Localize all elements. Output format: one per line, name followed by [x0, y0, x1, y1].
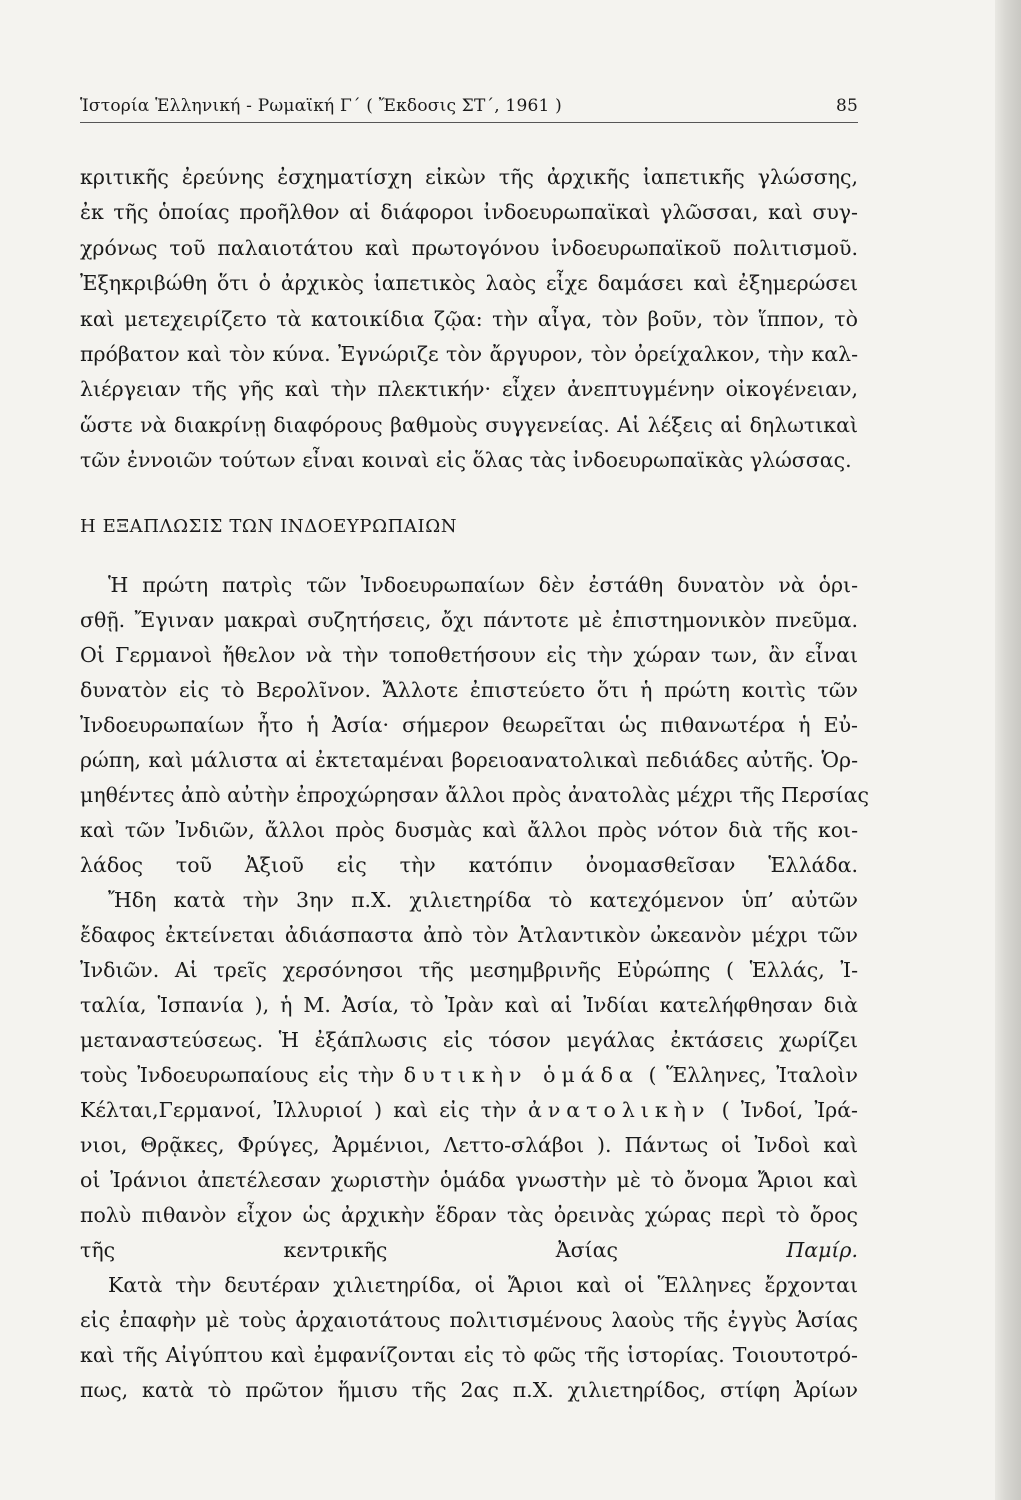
text-segment: τοὺς Ἰνδοευρωπαίους εἰς τὴν: [80, 1063, 395, 1087]
section-heading: Η ΕΞΑΠΛΩΣΙΣ ΤΩΝ ΙΝΔΟΕΥΡΩΠΑΙΩΝ: [80, 516, 458, 537]
text-line: χρόνως τοῦ παλαιοτάτου καὶ πρωτογόνου ἰνδοευρωπαϊκοῦ πολιτισμοῦ.: [80, 235, 858, 260]
text-line: νιοι, Θρᾷκες, Φρύγες, Ἀρμένιοι, Λεττο-σλάβοι ). Πάντως οἱ Ἰνδοὶ καὶ: [80, 1133, 858, 1157]
text-segment: Κέλται,Γερμανοί, Ἰλλυριοί ) καὶ εἰς τὴν: [80, 1098, 517, 1122]
text-segment: ( Ἰνδοί, Ἰρά-: [721, 1098, 858, 1122]
text-line: καὶ τῆς Αἰγύπτου καὶ ἐμφανίζονται εἰς τὸ φῶς τῆς ἱστορίας. Τοιουτοτρό-: [80, 1343, 858, 1367]
text-line: μηθέντες ἀπὸ αὐτὴν ἐπροχώρησαν ἄλλοι πρὸς ἀνατολὰς μέχρι τῆς Περσίας: [80, 783, 869, 807]
text-line: τῶν ἐννοιῶν τούτων εἶναι κοιναὶ εἰς ὅλας τὰς ἰνδοευρωπαϊκὰς γλώσσας.: [80, 448, 852, 473]
page-edge-shadow: [995, 0, 1021, 1500]
text-line: Οἱ Γερμανοὶ ἤθελον νὰ τὴν τοποθετήσουν εἰς τὴν χώραν των, ἂν εἶναι: [80, 643, 858, 667]
section-body: [80, 568, 869, 1408]
text-line: Κατὰ τὴν δευτέραν χιλιετηρίδα, οἱ Ἄριοι καὶ οἱ Ἕλληνες ἔρχονται: [108, 1273, 858, 1297]
text-line-with-spaced-emphasis: [80, 1058, 858, 1093]
text-line: ταλία, Ἱσπανία ), ἡ Μ. Ἀσία, τὸ Ἰρὰν καὶ αἱ Ἰνδίαι κατελήφθησαν διὰ: [80, 993, 858, 1017]
text-line: πολὺ πιθανὸν εἶχον ὡς ἀρχικὴν ἕδραν τὰς ὀρεινὰς χώρας περὶ τὸ ὄρος: [80, 1203, 858, 1227]
text-segment: ( Ἕλληνες, Ἰταλοὶν: [648, 1063, 858, 1087]
text-line: ἔδαφος ἐκτείνεται ἀδιάσπαστα ἀπὸ τὸν Ἀτλαντικὸν ὠκεανὸν μέχρι τῶν: [80, 923, 858, 947]
paragraph-1: [80, 160, 858, 479]
text-line: ὥστε νὰ διακρίνῃ διαφόρους βαθμοὺς συγγενείας. Αἱ λέξεις αἱ δηλωτικαὶ: [80, 412, 858, 437]
page-number: 85: [835, 96, 858, 116]
spaced-emphasis: δυτικὴν ὁμάδα: [403, 1063, 639, 1087]
text-line: λάδος τοῦ Ἀξιοῦ εἰς τὴν κατόπιν ὀνομασθεῖσαν Ἑλλάδα.: [80, 853, 858, 877]
text-line: καὶ μετεχειρίζετο τὰ κατοικίδια ζῷα: τὴν αἶγα, τὸν βοῦν, τὸν ἵππον, τὸ: [80, 306, 858, 331]
text-line-with-spaced-emphasis: [80, 1093, 858, 1128]
text-line-with-italic: [80, 1233, 858, 1268]
text-line: πως, κατὰ τὸ πρῶτον ἥμισυ τῆς 2ας π.Χ. χιλιετηρίδος, στίφη Ἀρίων: [80, 1378, 858, 1402]
text-line: ρώπη, καὶ μάλιστα αἱ ἐκτεταμέναι βορειοανατολικαὶ πεδιάδες αὐτῆς. Ὁρ-: [80, 748, 858, 772]
text-line: πρόβατον καὶ τὸν κύνα. Ἐγνώριζε τὸν ἄργυρον, τὸν ὀρείχαλκον, τὴν καλ-: [80, 342, 858, 367]
running-header: [80, 96, 858, 123]
text-line: δυνατὸν εἰς τὸ Βερολῖνον. Ἄλλοτε ἐπιστεύετο ὅτι ἡ πρώτη κοιτὶς τῶν: [80, 678, 858, 702]
text-line: μεταναστεύσεως. Ἡ ἐξάπλωσις εἰς τόσον μεγάλας ἐκτάσεις χωρίζει: [80, 1028, 858, 1052]
text-line: οἱ Ἰράνιοι ἀπετέλεσαν χωριστὴν ὁμάδα γνωστὴν μὲ τὸ ὄνομα Ἄριοι καὶ: [80, 1168, 858, 1192]
text-line: λιέργειαν τῆς γῆς καὶ τὴν πλεκτικήν· εἶχεν ἀνεπτυγμένην οἰκογένειαν,: [80, 377, 858, 402]
text-segment: τῆς κεντρικῆς Ἀσίας: [80, 1238, 618, 1262]
text-line: Ἡ πρώτη πατρὶς τῶν Ἰνδοευρωπαίων δὲν ἐστάθη δυνατὸν νὰ ὁρι-: [108, 573, 858, 597]
text-line: καὶ τῶν Ἰνδιῶν, ἄλλοι πρὸς δυσμὰς καὶ ἄλλοι πρὸς νότον διὰ τῆς κοι-: [80, 818, 858, 842]
text-line: Ἐξηκριβώθη ὅτι ὁ ἀρχικὸς ἰαπετικὸς λαὸς εἶχε δαμάσει καὶ ἐξημερώσει: [80, 271, 858, 296]
text-line: σθῇ. Ἔγιναν μακραὶ συζητήσεις, ὄχι πάντοτε μὲ ἐπιστημονικὸν πνεῦμα.: [80, 608, 858, 632]
text-line: Ἰνδιῶν. Αἱ τρεῖς χερσόνησοι τῆς μεσημβρινῆς Εὐρώπης ( Ἑλλάς, Ἰ-: [80, 958, 858, 982]
italic-term: Παμίρ.: [786, 1238, 858, 1262]
text-line: Ἤδη κατὰ τὴν 3ην π.Χ. χιλιετηρίδα τὸ κατεχόμενον ὑπ’ αὐτῶν: [108, 888, 858, 912]
spaced-emphasis: ἀνατολικὴν: [527, 1098, 711, 1122]
text-line: κριτικῆς ἐρεύνης ἐσχηματίσχη εἰκὼν τῆς ἀρχικῆς ἰαπετικῆς γλώσσης,: [80, 165, 858, 189]
text-line: ἐκ τῆς ὁποίας προῆλθον αἱ διάφοροι ἰνδοευρωπαϊκαὶ γλῶσσαι, καὶ συγ-: [80, 200, 858, 225]
text-line: Ἰνδοευρωπαίων ἦτο ἡ Ἀσία· σήμερον θεωρεῖται ὡς πιθανωτέρα ἡ Εὐ-: [80, 713, 858, 737]
running-title: Ἱστορία Ἑλληνική - Ρωμαϊκή Γ΄ ( Ἔκδοσις ΣΤ΄, 1961 ): [80, 96, 562, 116]
text-line: εἰς ἐπαφὴν μὲ τοὺς ἀρχαιοτάτους πολιτισμένους λαοὺς τῆς ἐγγὺς Ἀσίας: [80, 1308, 858, 1332]
